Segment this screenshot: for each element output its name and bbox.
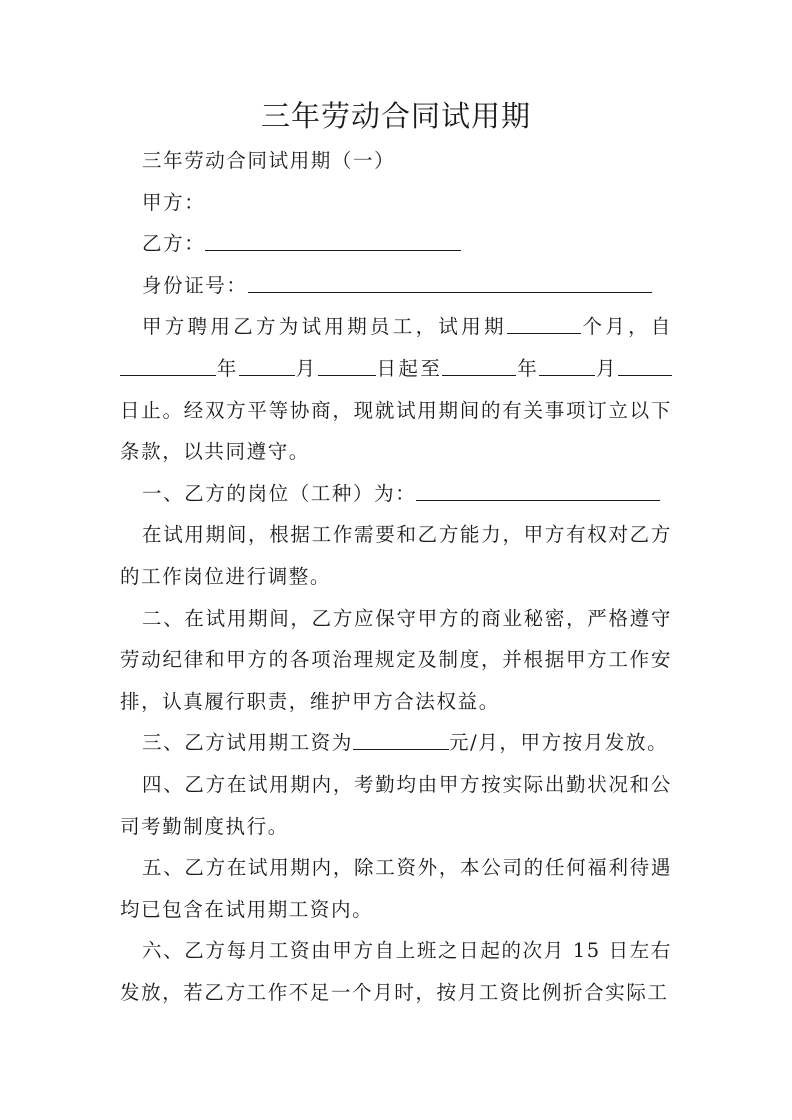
end-month-blank[interactable] <box>539 357 595 376</box>
start-month-blank[interactable] <box>239 357 295 376</box>
id-number-blank[interactable] <box>248 274 652 293</box>
clause-1-line <box>120 473 672 515</box>
start-year-blank[interactable] <box>120 357 216 376</box>
party-a-label: 甲方： <box>142 190 206 214</box>
clause-1-label: 一、乙方的岗位（工种）为： <box>142 481 417 505</box>
clause-4: 四、乙方在试用期内，考勤均由甲方按实际出勤状况和公司考勤制度执行。 <box>120 772 672 838</box>
start-day-blank[interactable] <box>318 357 376 376</box>
clause-2: 二、在试用期间，乙方应保守甲方的商业秘密，严格遵守劳动纪律和甲方的各项治理规定及制度，并根据甲方工作安排，认真履行职责，维护甲方合法权益。 <box>120 606 672 713</box>
clause-3-text-b: 元/月，甲方按月发放。 <box>449 731 669 755</box>
clause-3-text-a: 三、乙方试用期工资为 <box>142 731 354 755</box>
intro-text-6: 年 <box>516 356 540 380</box>
id-number-line <box>120 265 672 307</box>
intro-text-3: 年 <box>216 356 239 380</box>
party-b-label: 乙方： <box>142 232 206 256</box>
salary-blank[interactable] <box>353 731 449 750</box>
clause-5: 五、乙方在试用期内，除工资外，本公司的任何福利待遇均已包含在试用期工资内。 <box>120 856 672 921</box>
clause-3-line <box>120 722 672 764</box>
party-b-blank[interactable] <box>205 232 461 251</box>
intro-text-1: 甲方聘用乙方为试用期员工，试用期 <box>142 315 507 339</box>
position-blank[interactable] <box>416 482 660 501</box>
intro-text-2: 个月，自 <box>580 315 672 339</box>
intro-text-5: 日起至 <box>375 356 443 380</box>
probation-months-blank[interactable] <box>507 315 581 334</box>
clause-6: 六、乙方每月工资由甲方自上班之日起的次月 15 日左右发放，若乙方工作不足一个月时，按月工资比例折合实际工 <box>120 939 672 1004</box>
clause-1-body: 在试用期间，根据工作需要和乙方能力，甲方有权对乙方的工作岗位进行调整。 <box>120 523 672 588</box>
party-a-line <box>120 182 672 224</box>
intro-text-4: 月 <box>294 356 318 380</box>
id-number-label: 身份证号： <box>142 273 248 297</box>
end-year-blank[interactable] <box>442 357 516 376</box>
intro-paragraph <box>120 306 672 472</box>
document-title: 三年劳动合同试用期 <box>260 99 531 133</box>
document-subtitle: 三年劳动合同试用期（一） <box>142 149 396 172</box>
intro-text-8: 日止。经双方平等协商，现就试用期间的有关事项订立以下条款，以共同遵守。 <box>120 398 672 464</box>
intro-text-7: 月 <box>595 356 618 380</box>
party-b-line <box>120 223 672 265</box>
end-day-blank[interactable] <box>618 357 672 376</box>
